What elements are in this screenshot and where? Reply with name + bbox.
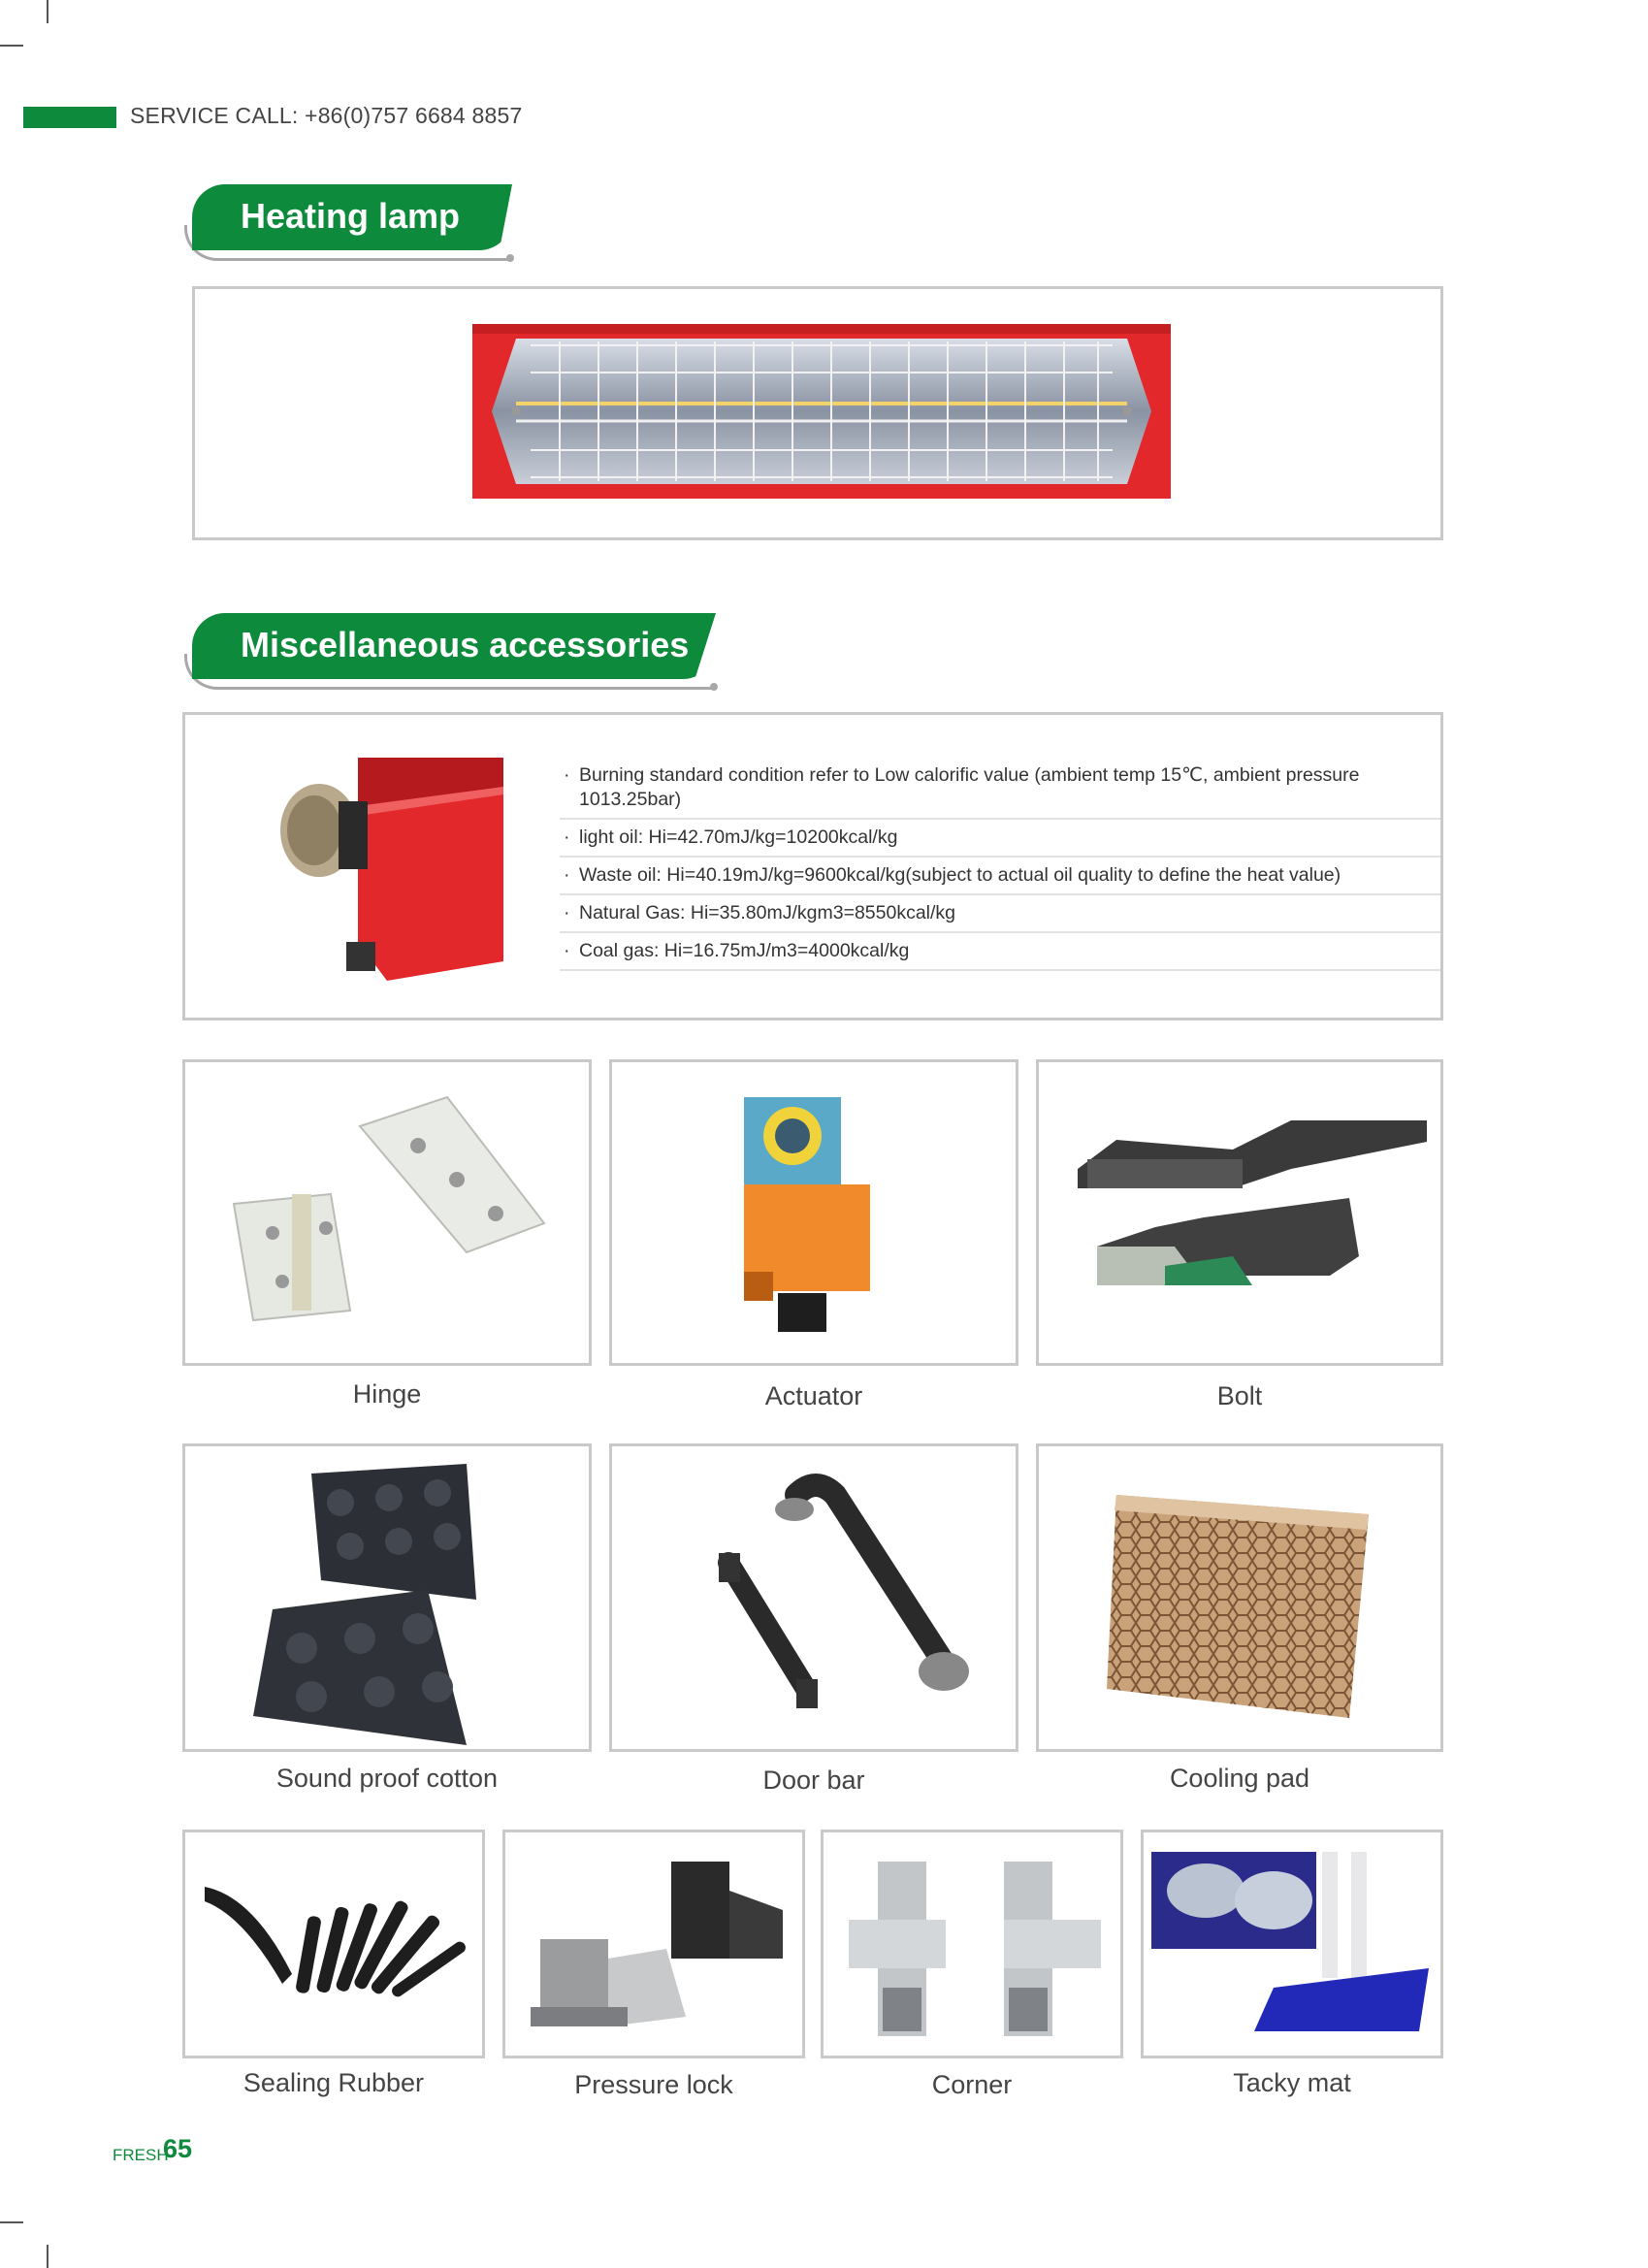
spec-item: · Burning standard condition refer to Low calorific value (ambient temp 15℃, ambient pressure 1013.25bar) xyxy=(560,758,1440,820)
product-frame-pressure-lock xyxy=(502,1830,805,2058)
crop-mark xyxy=(0,45,23,47)
burner-spec-frame xyxy=(182,712,1443,1021)
product-caption: Sealing Rubber xyxy=(242,2068,425,2097)
title-underline-dot xyxy=(506,254,514,262)
spec-list xyxy=(560,758,1440,971)
pressure-lock-image xyxy=(521,1852,792,2046)
product-caption: Actuator xyxy=(764,1381,863,1410)
crop-mark xyxy=(47,0,48,23)
product-caption: Hinge xyxy=(352,1379,422,1409)
product-caption: Pressure lock xyxy=(574,2070,733,2099)
spec-item: · Coal gas: Hi=16.75mJ/m3=4000kcal/kg xyxy=(560,933,1440,971)
footer-brand-label: FRESH xyxy=(113,2146,169,2164)
actuator-image xyxy=(725,1078,899,1349)
burner-image xyxy=(271,748,523,990)
product-frame-cooling-pad xyxy=(1036,1443,1443,1752)
product-frame-sealing-rubber xyxy=(182,1830,485,2058)
sound-proof-cotton-image xyxy=(243,1454,534,1745)
door-bar-image xyxy=(661,1466,971,1737)
spec-item: · Natural Gas: Hi=35.80mJ/kgm3=8550kcal/kg xyxy=(560,895,1440,933)
product-caption: Corner xyxy=(931,2070,1013,2099)
cooling-pad-image xyxy=(1097,1475,1388,1728)
product-caption: Bolt xyxy=(1216,1381,1263,1410)
product-frame-bolt xyxy=(1036,1059,1443,1366)
sealing-rubber-image xyxy=(195,1877,476,2023)
product-caption: Tacky mat xyxy=(1233,2068,1351,2097)
title-underline-dot xyxy=(710,683,718,691)
hinge-image xyxy=(214,1087,564,1340)
product-frame-tacky-mat xyxy=(1141,1830,1443,2058)
section-title-text: Heating lamp xyxy=(241,196,461,236)
heating-lamp-frame xyxy=(192,286,1443,540)
service-call-text: SERVICE CALL: +86(0)757 6684 8857 xyxy=(130,103,523,128)
product-frame-sound-proof-cotton xyxy=(182,1443,592,1752)
product-caption: Cooling pad xyxy=(1169,1764,1310,1793)
product-frame-hinge xyxy=(182,1059,592,1366)
spec-item: · Waste oil: Hi=40.19mJ/kg=9600kcal/kg(subject to actual oil quality to define the heat value) xyxy=(560,858,1440,895)
crop-mark xyxy=(47,2245,48,2268)
product-caption: Door bar xyxy=(762,1766,865,1795)
product-frame-corner xyxy=(821,1830,1123,2058)
section-title-misc xyxy=(192,613,716,679)
page-number: 65 xyxy=(163,2134,193,2163)
crop-mark xyxy=(0,2221,23,2223)
product-frame-door-bar xyxy=(609,1443,1018,1752)
tacky-mat-image xyxy=(1147,1852,1438,2046)
bolt-image xyxy=(1058,1111,1427,1324)
section-title-text: Miscellaneous accessories xyxy=(241,625,690,664)
product-caption: Sound proof cotton xyxy=(275,1764,499,1793)
product-frame-actuator xyxy=(609,1059,1018,1366)
spec-item: · light oil: Hi=42.70mJ/kg=10200kcal/kg xyxy=(560,820,1440,858)
section-title-heating-lamp xyxy=(192,184,512,250)
heating-lamp-image xyxy=(472,324,1171,499)
corner-image xyxy=(839,1852,1111,2046)
service-accent-bar xyxy=(23,107,116,128)
